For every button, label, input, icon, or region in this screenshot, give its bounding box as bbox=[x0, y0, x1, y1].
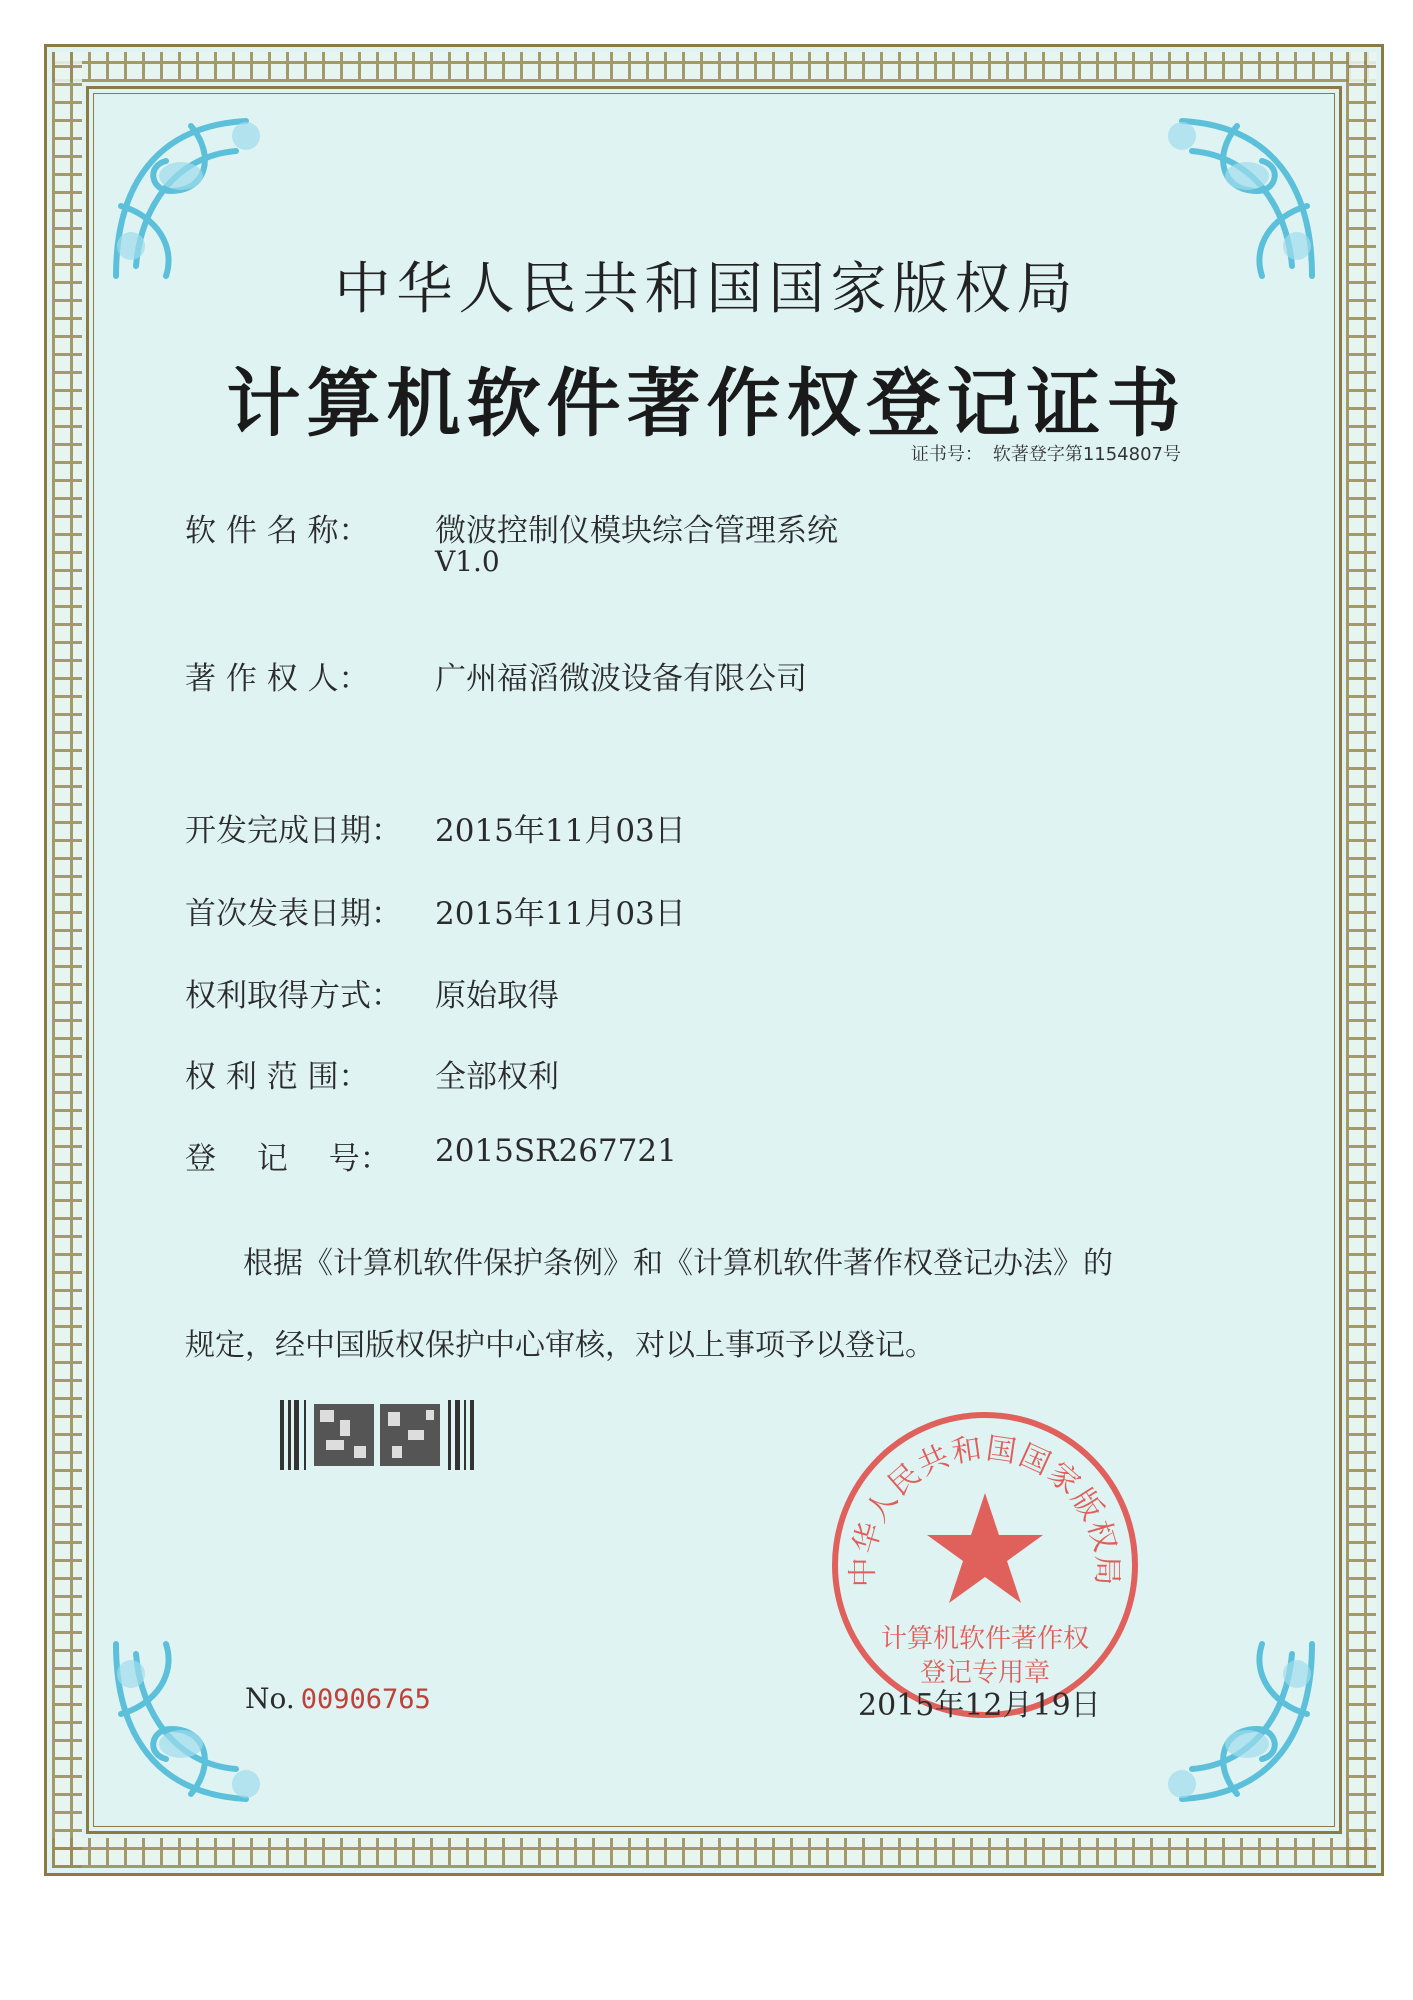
field-value: 微波控制仪模块综合管理系统 bbox=[435, 513, 838, 549]
field-value: 2015SR267721 bbox=[435, 1133, 677, 1169]
field-owner bbox=[185, 653, 807, 698]
field-label: 登 记 号： bbox=[185, 1141, 391, 1177]
certificate-number bbox=[901, 440, 1181, 466]
field-label: 开发完成日期： bbox=[185, 813, 402, 849]
field-label: 权 利 范 围： bbox=[185, 1059, 370, 1095]
field-value: 2015年11月03日 bbox=[435, 813, 686, 849]
issuer-title: 中华人民共和国国家版权局 bbox=[334, 257, 1079, 322]
field-software-name bbox=[185, 505, 838, 550]
corner-ornament-icon bbox=[96, 1624, 296, 1824]
barcode-icon bbox=[280, 1400, 478, 1470]
field-label: 软 件 名 称： bbox=[185, 513, 370, 549]
statement-line-2: 规定，经中国版权保护中心审核，对以上事项予以登记。 bbox=[185, 1328, 935, 1363]
serial-number bbox=[245, 1682, 431, 1715]
svg-text:中华人民共和国国家版权局: 中华人民共和国国家版权局 bbox=[845, 1431, 1125, 1588]
field-value: 2015年11月03日 bbox=[435, 896, 686, 932]
field-value: 原始取得 bbox=[435, 978, 559, 1014]
statement-line-1: 根据《计算机软件保护条例》和《计算机软件著作权登记办法》的 bbox=[243, 1246, 1113, 1281]
certificate-title: 计算机软件著作权登记证书 bbox=[226, 361, 1187, 447]
serial-prefix: No. bbox=[245, 1682, 295, 1715]
certificate-number-label: 证书号： bbox=[910, 444, 983, 465]
field-label: 著 作 权 人： bbox=[185, 661, 370, 697]
field-software-version: V1.0 bbox=[435, 545, 500, 578]
field-label: 首次发表日期： bbox=[185, 896, 402, 932]
field-acquire-method bbox=[185, 970, 559, 1015]
issue-date: 2015年12月19日 bbox=[858, 1688, 1101, 1723]
field-value: 广州福滔微波设备有限公司 bbox=[435, 661, 807, 697]
field-value: 全部权利 bbox=[435, 1059, 559, 1095]
serial-value: 00906765 bbox=[300, 1684, 431, 1715]
certificate-number-value: 软著登字第1154807号 bbox=[992, 444, 1181, 465]
field-registration-number bbox=[185, 1133, 677, 1178]
field-pub-date bbox=[185, 888, 686, 933]
svg-text:计算机软件著作权: 计算机软件著作权 bbox=[880, 1624, 1090, 1654]
svg-text:登记专用章: 登记专用章 bbox=[919, 1658, 1051, 1688]
official-seal-icon bbox=[825, 1405, 1145, 1725]
corner-ornament-icon bbox=[1132, 1624, 1332, 1824]
field-dev-date bbox=[185, 805, 686, 850]
field-rights-scope bbox=[185, 1051, 559, 1096]
field-label: 权利取得方式： bbox=[185, 978, 402, 1014]
